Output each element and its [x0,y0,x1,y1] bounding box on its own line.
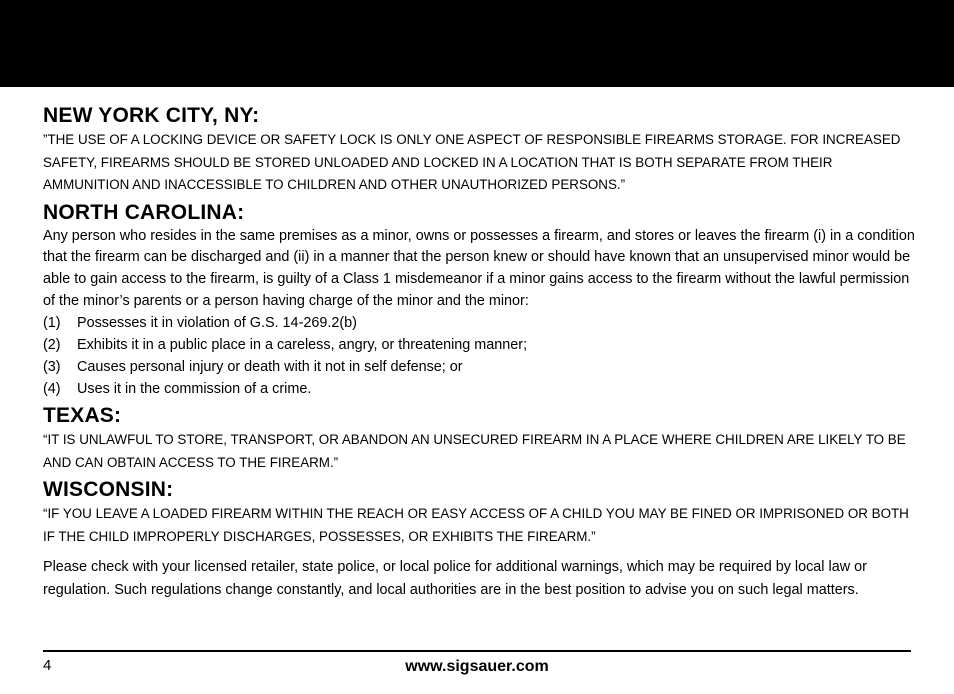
list-item-text: Uses it in the commission of a crime. [77,381,312,398]
list-item [43,356,915,378]
section-new-york-city [43,103,915,197]
section-text: Any person who resides in the same premises as a minor, owns or possesses a firearm, and stores or leaves the firearm (i) in a condition that the firearm can be discharged and (ii) in a manner that the person knew or should have known that an unsupervised minor would be able to gain access to the firearm, is guilty of a Class 1 misdemeanor if a minor gains access to the firearm without the lawful permission of the minor’s parents or a person having charge of the minor and the minor: [43,227,915,309]
list-item-text: Possesses it in violation of G.S. 14-269.2(b) [77,315,357,332]
section-text: ”THE USE OF A LOCKING DEVICE OR SAFETY LOCK IS ONLY ONE ASPECT OF RESPONSIBLE FIREARMS STORAGE. FOR INCREASED SAFETY, FIREARMS SHOULD BE STORED UNLOADED AND LOCKED IN A LOCATION THAT IS BOTH SEPARATE FROM THEIR AMMUNITION AND INACCESSIBLE TO CHILDREN AND OTHER UNAUTHORIZED PERSONS.” [43,132,901,192]
numbered-list [43,312,915,400]
page-content [43,103,915,601]
list-item [43,378,915,400]
section-texas [43,403,915,474]
closing-note: Please check with your licensed retailer, state police, or local police for additional warnings, which may be required by local law or regulation. Such regulations change constantly, and local authorities are in the best position to advise you on such legal matters. [43,559,867,598]
footer-url: www.sigsauer.com [405,658,549,675]
list-item-text: Causes personal injury or death with it not in self defense; or [77,359,463,376]
section-wisconsin [43,477,915,548]
section-heading: WISCONSIN: [43,478,174,502]
section-heading: NEW YORK CITY, NY: [43,104,260,127]
section-text: “IT IS UNLAWFUL TO STORE, TRANSPORT, OR ABANDON AN UNSECURED FIREARM IN A PLACE WHERE CHILDREN ARE LIKELY TO BE AND CAN OBTAIN ACCESS TO THE FIREARM.” [43,432,906,470]
list-item-number: (4) [43,381,61,398]
section-north-carolina [43,200,915,401]
list-item [43,334,915,356]
list-item-number: (3) [43,359,61,376]
list-item-number: (1) [43,315,61,332]
page-number: 4 [43,657,52,674]
footer-divider [43,650,911,652]
header-bar [0,0,954,87]
section-heading: NORTH CAROLINA: [43,200,245,224]
list-item [43,312,915,334]
list-item-number: (2) [43,337,61,354]
section-text: “IF YOU LEAVE A LOADED FIREARM WITHIN THE REACH OR EASY ACCESS OF A CHILD YOU MAY BE FINED OR IMPRISONED OR BOTH IF THE CHILD IMPROPERLY DISCHARGES, POSSESSES, OR EXHIBITS THE FIREARM.” [43,506,909,544]
list-item-text: Exhibits it in a public place in a careless, angry, or threatening manner; [77,337,528,354]
section-heading: TEXAS: [43,404,122,428]
